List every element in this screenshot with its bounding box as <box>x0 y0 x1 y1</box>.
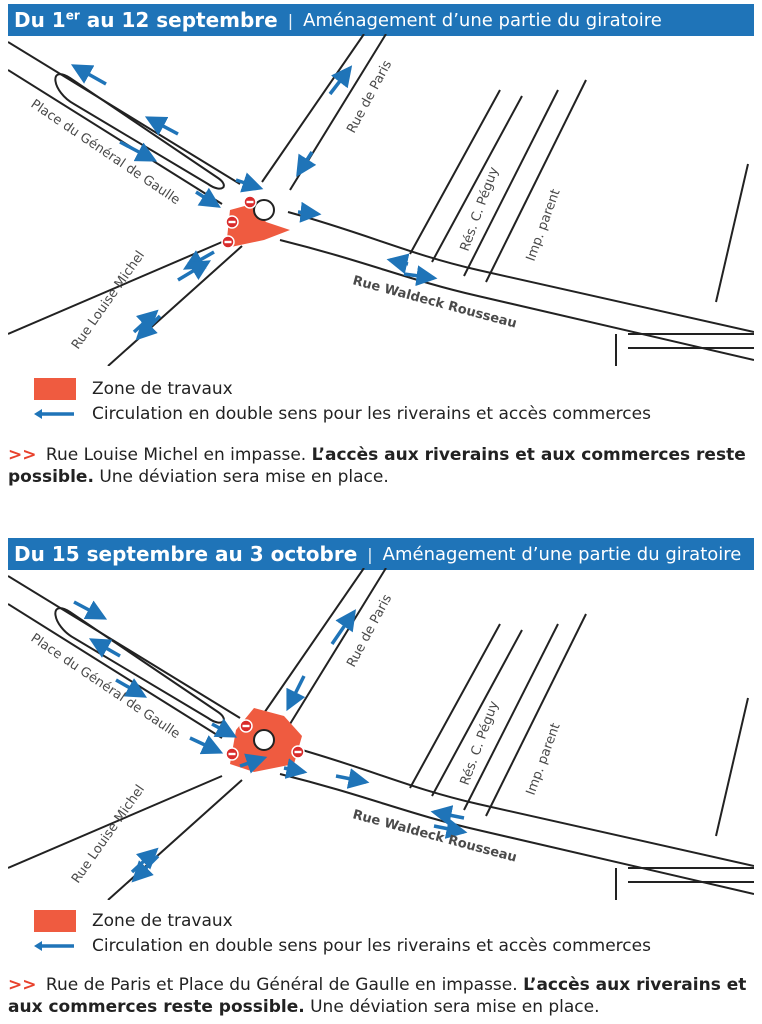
road-paris-edge <box>290 568 386 724</box>
chevron-icon: >> <box>8 975 37 995</box>
street-label-rue-louise: Rue Louise Michel <box>68 248 149 353</box>
note-normal: Rue Louise Michel en impasse. <box>45 445 307 465</box>
legend-zone <box>34 378 233 400</box>
banner-separator: | <box>367 544 373 564</box>
street-label-rue-waldeck: Rue Waldeck Rousseau <box>350 273 519 332</box>
street-label-rue-de-paris: Rue de Paris <box>344 58 396 136</box>
phase-2-note <box>8 974 758 1018</box>
zone-swatch <box>34 378 76 400</box>
banner-separator: | <box>287 10 294 30</box>
legend-arrow-label: Circulation en double sens pour les riverains et accès commerces <box>92 404 651 424</box>
chevron-icon: >> <box>8 445 37 465</box>
road-waldeck-edge <box>280 240 754 360</box>
phase-1-subtitle: Aménagement d’une partie du giratoire <box>303 9 662 31</box>
phase-1-note <box>8 444 758 488</box>
phase-2-subtitle: Aménagement d’une partie du giratoire <box>382 543 742 565</box>
arrow-icon <box>34 940 76 952</box>
note-tail: Une déviation sera mise en place. <box>310 997 600 1017</box>
phase-1-dates: Du 1er au 12 septembre <box>14 8 278 32</box>
phase-2-map <box>8 568 754 900</box>
note-bold: L’accès aux riverains et aux commerces reste possible. <box>8 445 746 487</box>
street-label-place: Place du Général de Gaulle <box>27 630 183 743</box>
phase-1-map <box>8 34 754 366</box>
legend-zone-label: Zone de travaux <box>92 911 233 931</box>
street-label-imp-parent: Imp. parent <box>523 721 564 798</box>
legend-zone <box>34 910 233 932</box>
zone-swatch <box>34 910 76 932</box>
street-label-rue-waldeck: Rue Waldeck Rousseau <box>350 807 519 866</box>
phase-2-dates: Du 15 septembre au 3 octobre <box>14 542 358 566</box>
street-label-res-peguy: Rés. C. Péguy <box>457 165 502 254</box>
street-label-imp-parent: Imp. parent <box>523 187 564 264</box>
road-waldeck-edge <box>288 746 754 866</box>
legend-zone-label: Zone de travaux <box>92 379 233 399</box>
street-label-res-peguy: Rés. C. Péguy <box>457 699 502 788</box>
note-bold: L’accès aux riverains et aux commerces reste possible. <box>8 975 747 1017</box>
road-paris-edge <box>262 34 364 182</box>
phase-2-banner <box>8 538 754 570</box>
street-label-place: Place du Général de Gaulle <box>27 96 183 209</box>
road-right-edge <box>716 698 748 836</box>
road-place-edge <box>8 70 222 204</box>
roundabout-center <box>254 730 274 750</box>
road-paris-edge <box>262 568 364 716</box>
road-waldeck-edge <box>280 774 754 894</box>
note-tail: Une déviation sera mise en place. <box>99 467 389 487</box>
roundabout-center <box>254 200 274 220</box>
street-label-rue-de-paris: Rue de Paris <box>344 592 396 670</box>
phase-1-banner <box>8 4 754 36</box>
legend-arrow <box>34 936 651 956</box>
arrow-icon <box>34 408 76 420</box>
street-label-rue-louise: Rue Louise Michel <box>68 782 149 887</box>
legend-arrow <box>34 404 651 424</box>
road-waldeck-edge <box>288 212 754 332</box>
note-normal: Rue de Paris et Place du Général de Gaulle en impasse. <box>45 975 518 995</box>
road-place-edge <box>8 604 222 738</box>
road-right-edge <box>716 164 748 302</box>
legend-arrow-label: Circulation en double sens pour les riverains et accès commerces <box>92 936 651 956</box>
